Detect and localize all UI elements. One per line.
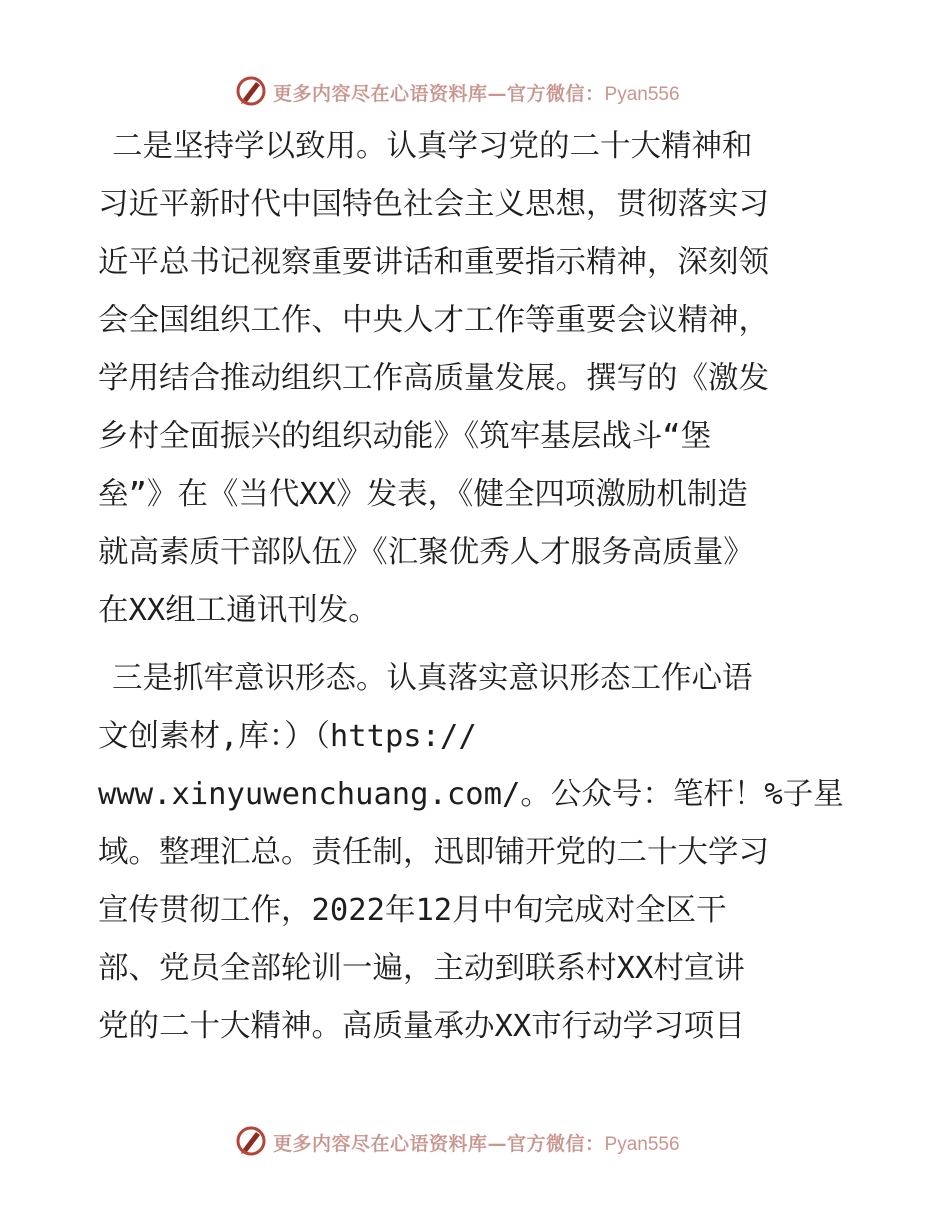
text-line: 就高素质干部队伍》《汇聚优秀人才服务高质量》 [98, 535, 754, 570]
text-line: 乡村全面振兴的组织动能》《筑牢基层战斗“堡 [98, 419, 712, 454]
text-line: 三是抓牢意识形态。认真落实意识形态工作心语 [112, 661, 753, 696]
text-line: 会全国组织工作、中央人才工作等重要会议精神， [98, 303, 769, 338]
text-line: 近平总书记视察重要讲话和重要指示精神，深刻领 [98, 245, 769, 280]
text-line: 学用结合推动组织工作高质量发展。撰写的《激发 [98, 361, 769, 396]
pen-circle-logo-icon [234, 1124, 268, 1158]
watermark-label: 更多内容尽在心语资料库—官方微信： [273, 1133, 605, 1155]
paragraph [98, 650, 888, 1056]
footer-watermark [0, 1120, 950, 1160]
header-watermark [0, 70, 950, 110]
watermark-text [273, 79, 680, 106]
watermark-account: Pyan556 [604, 1134, 680, 1155]
text-line: 文创素材,库：）（https:// [98, 719, 477, 754]
paragraph [98, 118, 888, 640]
text-line: www.xinyuwenchuang.com/。公众号：笔杆！%子星 [98, 777, 844, 812]
text-line: 二是坚持学以致用。认真学习党的二十大精神和 [112, 129, 753, 164]
text-line: 宣传贯彻工作，2022年12月中旬完成对全区干 [98, 893, 727, 928]
text-line: 党的二十大精神。高质量承办XX市行动学习项目 [98, 1009, 745, 1044]
document-body [98, 118, 888, 1056]
text-line: 在XX组工通讯刊发。 [98, 593, 379, 628]
watermark-text [273, 1129, 680, 1156]
text-line: 习近平新时代中国特色社会主义思想，贯彻落实习 [98, 187, 769, 222]
text-line: 垒”》在《当代XX》发表，《健全四项激励机制造 [98, 477, 748, 512]
text-line: 部、党员全部轮训一遍，主动到联系村XX村宣讲 [98, 951, 745, 986]
watermark-label: 更多内容尽在心语资料库—官方微信： [273, 83, 605, 105]
text-line: 域。整理汇总。责任制，迅即铺开党的二十大学习 [98, 835, 769, 870]
pen-circle-logo-icon [234, 74, 268, 108]
watermark-account: Pyan556 [604, 84, 680, 105]
